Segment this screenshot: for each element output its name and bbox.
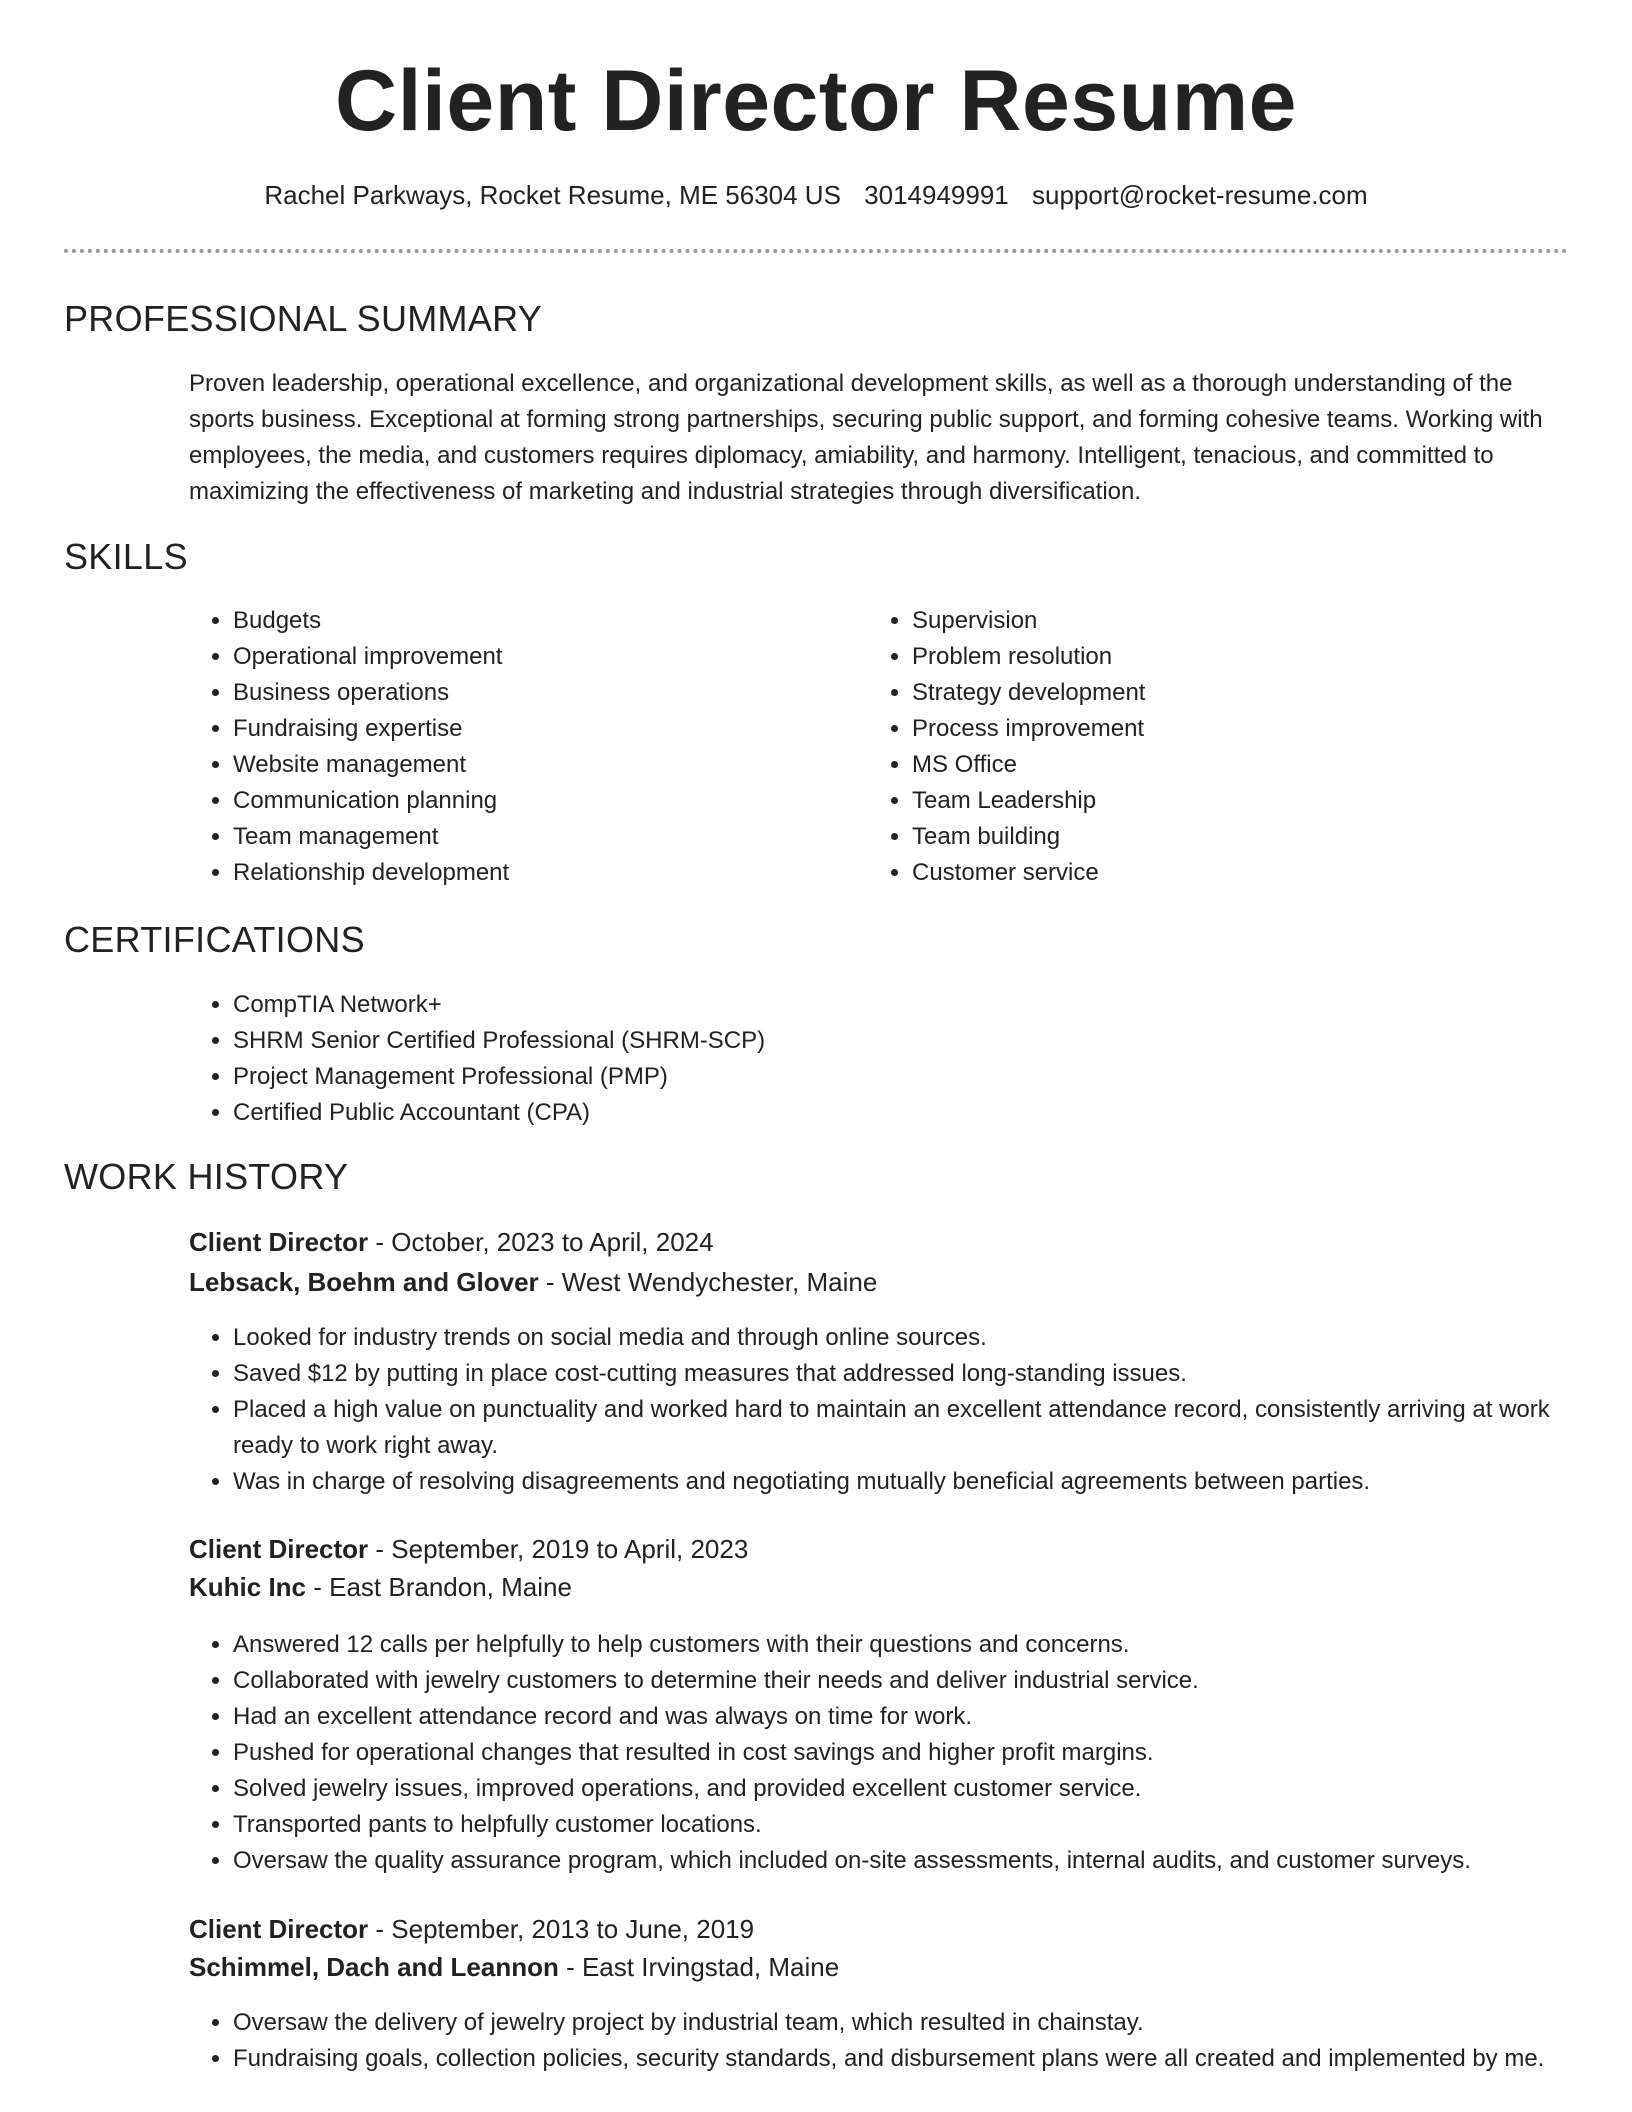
certification-item: • Certified Public Accountant (CPA) — [233, 1095, 1533, 1131]
contact-email: support@rocket-resume.com — [1032, 180, 1368, 210]
skill-item: • Business operations — [233, 675, 833, 711]
contact-address: Rachel Parkways, Rocket Resume, ME 56304 US — [264, 180, 841, 210]
summary-heading: PROFESSIONAL SUMMARY — [64, 298, 543, 339]
skill-item: • Relationship development — [233, 855, 833, 891]
header-divider — [64, 249, 1568, 253]
job-bullet: • Had an excellent attendance record and was always on time for work. — [233, 1699, 1585, 1735]
work-history-heading: WORK HISTORY — [64, 1156, 349, 1197]
skill-item: • Communication planning — [233, 783, 833, 819]
skill-item: • Operational improvement — [233, 639, 833, 675]
job-role: Client Director — [189, 1914, 369, 1944]
skill-item: • Team management — [233, 819, 833, 855]
skill-item: • Strategy development — [912, 675, 1512, 711]
job-bullet: • Answered 12 calls per helpfully to help customers with their questions and concerns. — [233, 1627, 1585, 1663]
job-company-line — [189, 1267, 877, 1298]
skill-item: • MS Office — [912, 747, 1512, 783]
skills-list-right — [868, 603, 1512, 891]
job-company-line — [189, 1952, 839, 1983]
job-bullet: • Oversaw the delivery of jewelry project by industrial team, which resulted in chainstay. — [233, 2005, 1585, 2041]
job-company: Lebsack, Boehm and Glover — [189, 1267, 539, 1297]
skill-item: • Problem resolution — [912, 639, 1512, 675]
job-bullets — [189, 1627, 1585, 1879]
job-location: - East Brandon, Maine — [306, 1572, 572, 1602]
job-bullet: • Oversaw the quality assurance program, which included on-site assessments, internal audits, and customer surveys. — [233, 1843, 1585, 1879]
certification-item: • SHRM Senior Certified Professional (SHRM-SCP) — [233, 1023, 1533, 1059]
skill-item: • Supervision — [912, 603, 1512, 639]
certification-item: • CompTIA Network+ — [233, 987, 1533, 1023]
contact-line — [0, 180, 1632, 211]
skill-item: • Process improvement — [912, 711, 1512, 747]
skill-item: • Website management — [233, 747, 833, 783]
certification-item: • Project Management Professional (PMP) — [233, 1059, 1533, 1095]
skill-item: • Budgets — [233, 603, 833, 639]
job-role: Client Director — [189, 1227, 369, 1257]
job-dates: - September, 2013 to June, 2019 — [368, 1914, 755, 1944]
resume-title: Client Director Resume — [334, 53, 1298, 149]
job-bullet: • Pushed for operational changes that resulted in cost savings and higher profit margins. — [233, 1735, 1585, 1771]
job-bullets — [189, 2005, 1585, 2077]
job-company-line — [189, 1572, 572, 1603]
job-title-line — [189, 1914, 754, 1945]
job-bullet: • Transported pants to helpfully customer locations. — [233, 1807, 1585, 1843]
contact-phone: 3014949991 — [864, 180, 1009, 210]
certifications-heading: CERTIFICATIONS — [64, 919, 365, 960]
job-bullet: • Was in charge of resolving disagreements and negotiating mutually beneficial agreements between parties. — [233, 1464, 1585, 1500]
job-location: - West Wendychester, Maine — [538, 1267, 878, 1297]
job-bullet: • Placed a high value on punctuality and worked hard to maintain an excellent attendance record, consistently arriving at work ready to work right away. — [233, 1392, 1585, 1464]
job-title-line — [189, 1534, 748, 1565]
job-bullet: • Fundraising goals, collection policies, security standards, and disbursement plans were all created and implemented by me. — [233, 2041, 1585, 2077]
skills-heading: SKILLS — [64, 536, 188, 577]
job-bullet: • Collaborated with jewelry customers to determine their needs and deliver industrial service. — [233, 1663, 1585, 1699]
summary-text: Proven leadership, operational excellence, and organizational development skills, as well as a thorough understanding of the sports business. Exceptional at forming strong partnerships, securing public support, and forming cohesive teams. Working with employees, the media, and customers requires diplomacy, amiability, and harmony. Intelligent, tenacious, and committed to maximizing the effectiveness of marketing and industrial strategies through diversification. — [189, 370, 1543, 505]
job-bullets — [189, 1320, 1585, 1500]
skill-item: • Customer service — [912, 855, 1512, 891]
job-company: Kuhic Inc — [189, 1572, 307, 1602]
skills-list-left — [189, 603, 833, 891]
job-bullet: • Saved $12 by putting in place cost-cutting measures that addressed long-standing issues. — [233, 1356, 1585, 1392]
job-company: Schimmel, Dach and Leannon — [189, 1952, 559, 1982]
skill-item: • Team building — [912, 819, 1512, 855]
job-dates: - October, 2023 to April, 2024 — [368, 1227, 714, 1257]
job-bullet: • Looked for industry trends on social media and through online sources. — [233, 1320, 1585, 1356]
job-location: - East Irvingstad, Maine — [558, 1952, 840, 1982]
skill-item: • Fundraising expertise — [233, 711, 833, 747]
job-role: Client Director — [189, 1534, 369, 1564]
job-bullet: • Solved jewelry issues, improved operations, and provided excellent customer service. — [233, 1771, 1585, 1807]
job-title-line — [189, 1227, 714, 1258]
job-dates: - September, 2019 to April, 2023 — [368, 1534, 749, 1564]
certifications-list — [189, 987, 1533, 1131]
skill-item: • Team Leadership — [912, 783, 1512, 819]
